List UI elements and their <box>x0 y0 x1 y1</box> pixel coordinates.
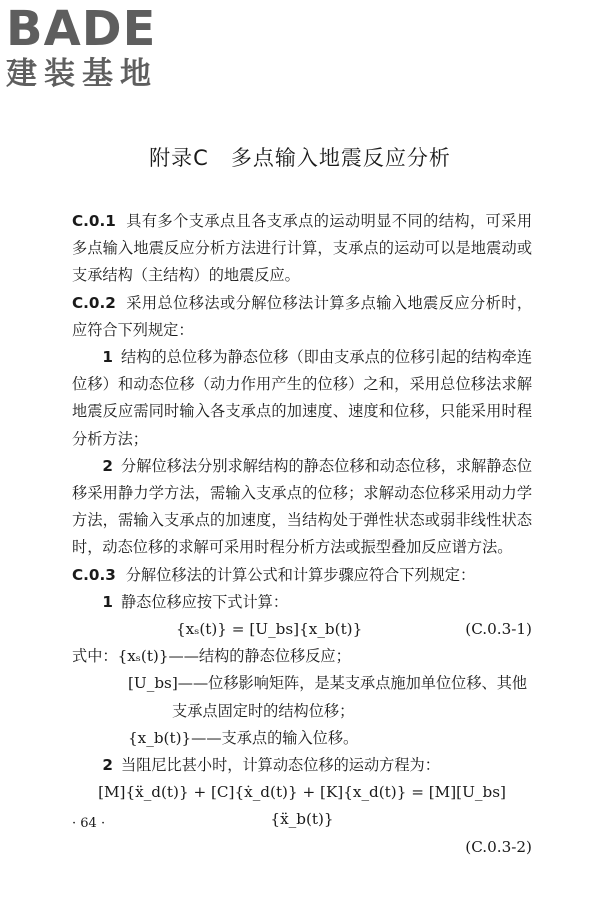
clause-text: 采用总位移法或分解位移法计算多点输入地震反应分析时，应符合下列规定： <box>72 293 532 339</box>
publisher-logo <box>6 1 176 92</box>
item-text: 结构的总位移为静态位移（即由支承点的位移引起的结构牵连位移）和动态位移（动力作用产生的位移）之和，采用总位移法求解地震反应需同时输入各支承点的加速度、速度和位移，只能采用时程分析方法； <box>72 348 532 448</box>
item-number: 2 <box>102 456 113 475</box>
definition-line: [U_bs]——位移影响矩阵，是某支承点施加单位位移、其他 <box>128 674 528 693</box>
clause-number: C.0.2 <box>72 293 116 312</box>
clause-c01 <box>72 208 532 290</box>
item-text: 当阻尼比甚小时，计算动态位移的运动方程为： <box>120 756 440 775</box>
formula-c032: [M]{ẍ_d(t)} + [C]{ẋ_d(t)} + [K]{x_d(t)} = [M][U_bs]{ẍ_b(t)} <box>98 783 506 829</box>
clause-c03-item-2 <box>72 752 532 779</box>
formula-c031 <box>72 616 532 643</box>
clause-number: C.0.3 <box>72 565 116 584</box>
item-text: 静态位移应按下式计算： <box>120 592 289 611</box>
formula-expression: {xₛ(t)} = [U_bs]{x_b(t)} <box>176 620 363 639</box>
clause-text: 具有多个支承点且各支承点的运动明显不同的结构，可采用多点输入地震反应分析方法进行计算，支承点的运动可以是地震动或支承结构（主结构）的地震反应。 <box>72 212 532 285</box>
clause-c03-item-1 <box>72 589 532 616</box>
clause-text: 分解位移法的计算公式和计算步骤应符合下列规定： <box>125 565 476 584</box>
definition-line: 式中：{xₛ(t)}——结构的静态位移反应； <box>72 647 351 666</box>
appendix-body <box>72 208 532 861</box>
appendix-title: 附录C 多点输入地震反应分析 <box>149 146 451 170</box>
definition-line: 支承点固定时的结构位移； <box>172 701 355 720</box>
page-number: · 64 · <box>72 816 106 831</box>
clause-c02 <box>72 290 532 344</box>
clause-c03 <box>72 562 532 589</box>
item-number: 2 <box>102 756 113 775</box>
clause-number: C.0.1 <box>72 212 116 230</box>
logo-subtitle: 建装基地 <box>6 56 158 92</box>
clause-c02-item-2 <box>72 453 532 562</box>
item-number: 1 <box>102 592 113 611</box>
item-text: 分解位移法分别求解结构的静态位移和动态位移，求解静态位移采用静力学方法，需输入支承点的位移；求解动态位移采用动力学方法，需输入支承点的加速度，当结构处于弹性状态或弱非线性状态时，动态位移的求解可采用时程分析方法或振型叠加反应谱方法。 <box>72 456 532 557</box>
logo-wordmark: BADE <box>6 1 157 57</box>
equation-number: (C.0.3-1) <box>465 620 532 639</box>
definition-line: {x_b(t)}——支承点的输入位移。 <box>128 728 359 747</box>
item-number: 1 <box>102 348 113 367</box>
clause-c02-item-1 <box>72 344 532 453</box>
equation-number: (C.0.3-2) <box>465 837 532 856</box>
formula-definitions <box>72 643 532 752</box>
